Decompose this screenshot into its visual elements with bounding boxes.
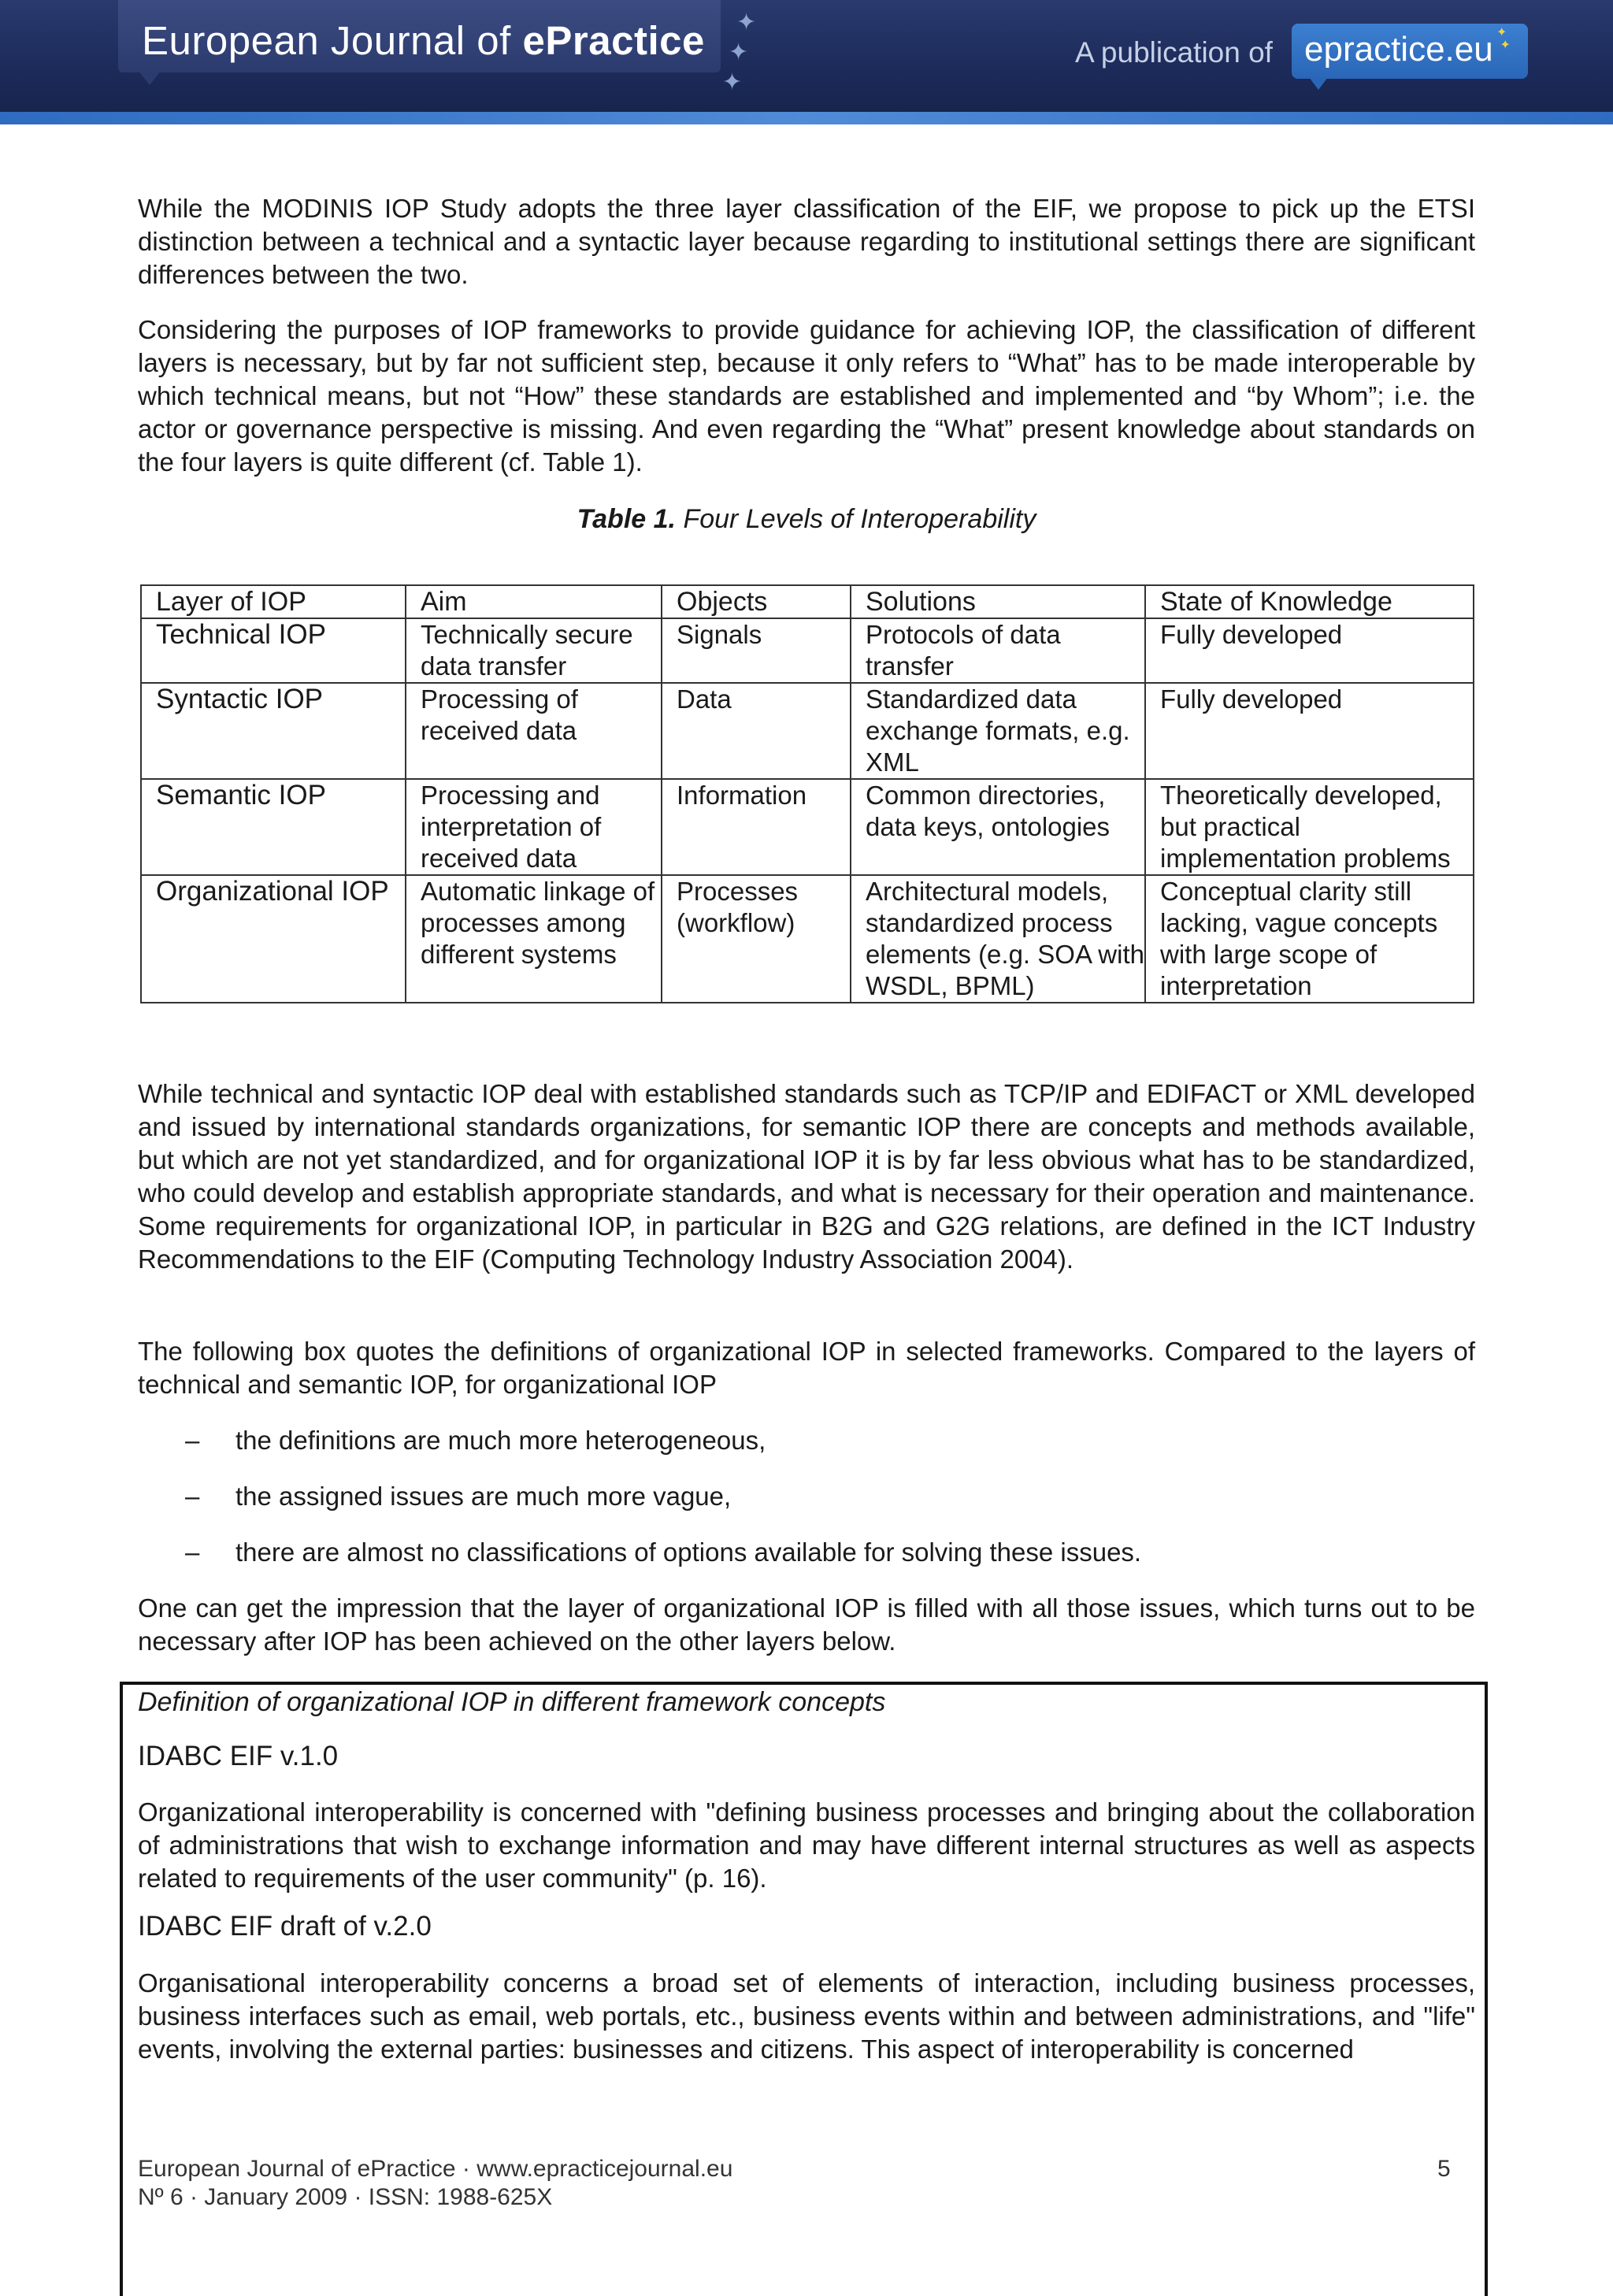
paragraph-2: Considering the purposes of IOP frameworks to provide guidance for achieving IOP, the classification of different layers is necessary, but by far not sufficient step, because it only refers to “What” has to be made interoperable by which technical means, but not “How” these standards are established and implemented and “by Whom”; i.e. the actor or governance perspective is missing. And even regarding the “What” present knowledge about standards on the four layers is quite different (cf. Table 1). bbox=[138, 315, 1475, 477]
table-cell: Processing of received data bbox=[406, 683, 662, 779]
table-cell: Information bbox=[662, 779, 851, 875]
table-caption bbox=[0, 504, 1613, 535]
eu-stars-icon: ✦ ✦ bbox=[1496, 26, 1511, 52]
epractice-logo-text[interactable] bbox=[1304, 30, 1493, 69]
table-cell: Technical IOP bbox=[141, 618, 406, 683]
table-caption-label: Table 1. bbox=[577, 504, 676, 534]
table-cell: Processing and interpretation of received data bbox=[406, 779, 662, 875]
list-item-text: the definitions are much more heterogeneous, bbox=[235, 1426, 766, 1455]
table-cell: Data bbox=[662, 683, 851, 779]
paragraph-1: While the MODINIS IOP Study adopts the three layer classification of the EIF, we propose to pick up the ETSI distinction between a technical and a syntactic layer because regarding to institutional settings there are significant differences between the two. bbox=[138, 194, 1475, 289]
paragraph-4: The following box quotes the definitions of organizational IOP in selected frameworks. Compared to the layers of technical and semantic IOP, for organizational IOP bbox=[138, 1337, 1475, 1399]
journal-title-bold: ePractice bbox=[522, 18, 705, 63]
table-cell: Syntactic IOP bbox=[141, 683, 406, 779]
list-item-text: there are almost no classifications of options available for solving these issues. bbox=[235, 1537, 1142, 1567]
box-text-eif-v2: Organisational interoperability concerns a broad set of elements of interaction, including business processes, business interfaces such as email, web portals, etc., business events within and between administrations, and "life" events, involving the external parties: businesses and citizens. This aspect of interoperability is concerned bbox=[138, 1968, 1475, 2064]
box-heading-eif-v2: IDABC EIF draft of v.2.0 bbox=[138, 1911, 432, 1942]
header-accent-strip bbox=[0, 112, 1613, 124]
table-header-cell: Solutions bbox=[851, 585, 1145, 618]
table-caption-text: Four Levels of Interoperability bbox=[683, 504, 1036, 534]
page-number: 5 bbox=[1437, 2156, 1451, 2182]
table-header-row bbox=[141, 585, 1474, 618]
table-cell: Common directories, data keys, ontologies bbox=[851, 779, 1145, 875]
table-row bbox=[141, 683, 1474, 779]
table-cell: Standardized data exchange formats, e.g. XML bbox=[851, 683, 1145, 779]
table-cell: Organizational IOP bbox=[141, 875, 406, 1003]
table-cell: Technically secure data transfer bbox=[406, 618, 662, 683]
list-dash: – bbox=[185, 1482, 200, 1511]
box-title: Definition of organizational IOP in different framework concepts bbox=[138, 1687, 886, 1717]
footer-issue-line: Nº 6 · January 2009 · ISSN: 1988-625X bbox=[138, 2184, 553, 2210]
table-cell: Fully developed bbox=[1145, 683, 1474, 779]
list-item-text: the assigned issues are much more vague, bbox=[235, 1482, 732, 1511]
publication-label: A publication of bbox=[1075, 36, 1273, 69]
table-header-cell: State of Knowledge bbox=[1145, 585, 1474, 618]
table-row bbox=[141, 779, 1474, 875]
list-dash: – bbox=[185, 1426, 200, 1455]
table-header-cell: Layer of IOP bbox=[141, 585, 406, 618]
footer-journal-line: European Journal of ePractice · www.epracticejournal.eu bbox=[138, 2156, 733, 2182]
table-cell: Architectural models, standardized process elements (e.g. SOA with WSDL, BPML) bbox=[851, 875, 1145, 1003]
table-cell: Theoretically developed, but practical implementation problems bbox=[1145, 779, 1474, 875]
decorative-stars-icon: ✦ ✦ ✦ bbox=[722, 9, 757, 95]
paragraph-3: While technical and syntactic IOP deal with established standards such as TCP/IP and EDIFACT or XML developed and issued by international standards organizations, for semantic IOP there are concepts and methods available, but which are not yet standardized, and for organizational IOP it is by far less obvious what has to be standardized, who could develop and establish appropriate standards, and what is necessary for their operation and maintenance. Some requirements for organizational IOP, in particular in B2G and G2G relations, are defined in the ICT Industry Recommendations to the EIF (Computing Technology Industry Association 2004). bbox=[138, 1079, 1475, 1274]
journal-title-prefix: European Journal of bbox=[142, 18, 523, 63]
table-header-cell: Aim bbox=[406, 585, 662, 618]
box-heading-eif-v1: IDABC EIF v.1.0 bbox=[138, 1741, 339, 1771]
journal-title bbox=[142, 17, 705, 64]
brand-domain: .eu bbox=[1444, 30, 1493, 69]
table-row bbox=[141, 875, 1474, 1003]
table-header-cell: Objects bbox=[662, 585, 851, 618]
iop-levels-table bbox=[140, 584, 1474, 1003]
table-cell: Protocols of data transfer bbox=[851, 618, 1145, 683]
paragraph-5: One can get the impression that the layer of organizational IOP is filled with all those issues, which turns out to be necessary after IOP has been achieved on the other layers below. bbox=[138, 1593, 1475, 1656]
journal-tab-notch bbox=[139, 71, 161, 85]
table-row bbox=[141, 618, 1474, 683]
brand-name: epractice bbox=[1304, 30, 1445, 69]
table-cell: Semantic IOP bbox=[141, 779, 406, 875]
table-cell: Fully developed bbox=[1145, 618, 1474, 683]
box-text-eif-v1: Organizational interoperability is concerned with "defining business processes and bringing about the collaboration of administrations that wish to exchange information and may have different internal structures as well as aspects related to requirements of the user community" (p. 16). bbox=[138, 1797, 1475, 1893]
table-cell: Automatic linkage of processes among different systems bbox=[406, 875, 662, 1003]
table-cell: Processes (workflow) bbox=[662, 875, 851, 1003]
table-cell: Conceptual clarity still lacking, vague concepts with large scope of interpretation bbox=[1145, 875, 1474, 1003]
table-cell: Signals bbox=[662, 618, 851, 683]
list-dash: – bbox=[185, 1537, 200, 1567]
epractice-badge-notch bbox=[1309, 77, 1328, 90]
